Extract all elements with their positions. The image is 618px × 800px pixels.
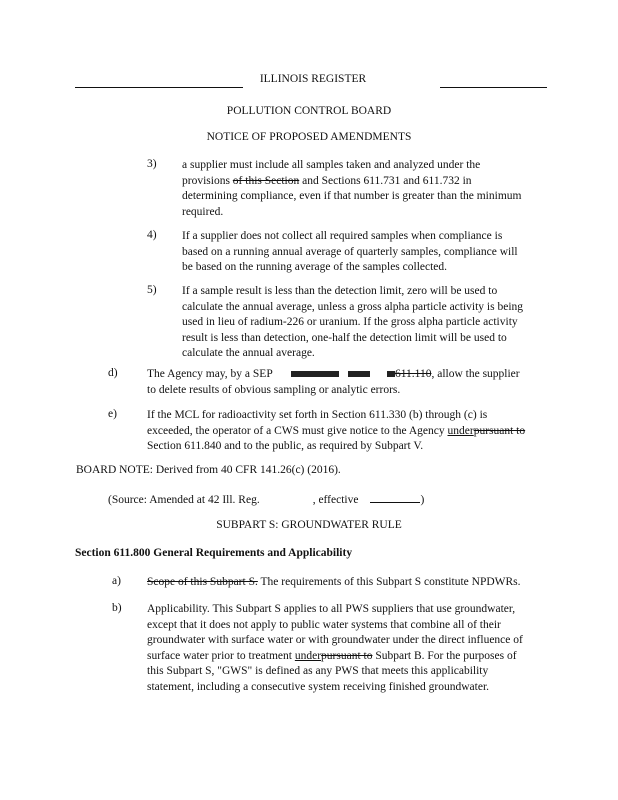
board-title: POLLUTION CONTROL BOARD bbox=[226, 105, 392, 117]
item-b-text: Applicability. This Subpart S applies to all PWS suppliers that use groundwater, except that it does not apply to public water systems that combine all of their groundwater with surface water or with groundwater under the direct influence of surface water prior to treatment underpursuant to Subpart B. For the purposes of this Subpart S, "GWS" is defined as any PWS that meets this applicability statement, including a consecutive system receiving finished groundwater. bbox=[147, 603, 523, 693]
item-4-number: 4) bbox=[147, 229, 157, 241]
header-rule-left bbox=[75, 87, 243, 88]
item-e-text: If the MCL for radioactivity set forth in Section 611.330 (b) through (c) is exceeded, the operator of a CWS must give notice to the Agency underpursuant to Section 611.840 and to the public, as required by Subpart V. bbox=[147, 409, 526, 452]
item-5-number: 5) bbox=[147, 284, 157, 296]
item-b-letter: b) bbox=[112, 602, 122, 614]
item-4-text: If a supplier does not collect all required samples when compliance is based on a running annual average of quarterly samples, compliance will be based on the running average of the samples collected. bbox=[182, 230, 518, 273]
item-a-text: Scope of this Subpart S. The requirements of this Subpart S constitute NPDWRs. bbox=[147, 576, 521, 588]
redaction-mark bbox=[348, 371, 370, 377]
item-a-letter: a) bbox=[112, 575, 121, 587]
item-d-letter: d) bbox=[108, 367, 118, 379]
effective-date-blank bbox=[370, 492, 420, 503]
item-e-letter: e) bbox=[108, 408, 117, 420]
item-d-text: The Agency may, by a SEP 611.110, allow the supplier to delete results of obvious sampling or analytic errors. bbox=[147, 368, 520, 396]
item-3-number: 3) bbox=[147, 158, 157, 170]
section-title: Section 611.800 General Requirements and Applicability bbox=[75, 547, 353, 559]
subpart-title: SUBPART S: GROUNDWATER RULE bbox=[216, 519, 402, 531]
source-line: (Source: Amended at 42 Ill. Reg. , effective ) bbox=[108, 494, 425, 506]
register-title: ILLINOIS REGISTER bbox=[259, 73, 367, 85]
item-5-text: If a sample result is less than the detection limit, zero will be used to calculate the annual average, unless a gross alpha particle activity is being used in lieu of radium-226 or uranium. If the gross alpha particle activity result is less than detection, one-half the detection limit will be used to calculate the annual average. bbox=[182, 285, 524, 359]
board-note: BOARD NOTE: Derived from 40 CFR 141.26(c) (2016). bbox=[76, 464, 341, 476]
redaction-mark bbox=[387, 371, 395, 377]
redaction-mark bbox=[291, 371, 339, 377]
notice-title: NOTICE OF PROPOSED AMENDMENTS bbox=[206, 131, 412, 143]
header-rule-right bbox=[440, 87, 547, 88]
item-3-text: a supplier must include all samples taken and analyzed under the provisions of this Section and Sections 611.731 and 611.732 in determining compliance, even if that number is greater than the minimum required. bbox=[182, 159, 522, 218]
